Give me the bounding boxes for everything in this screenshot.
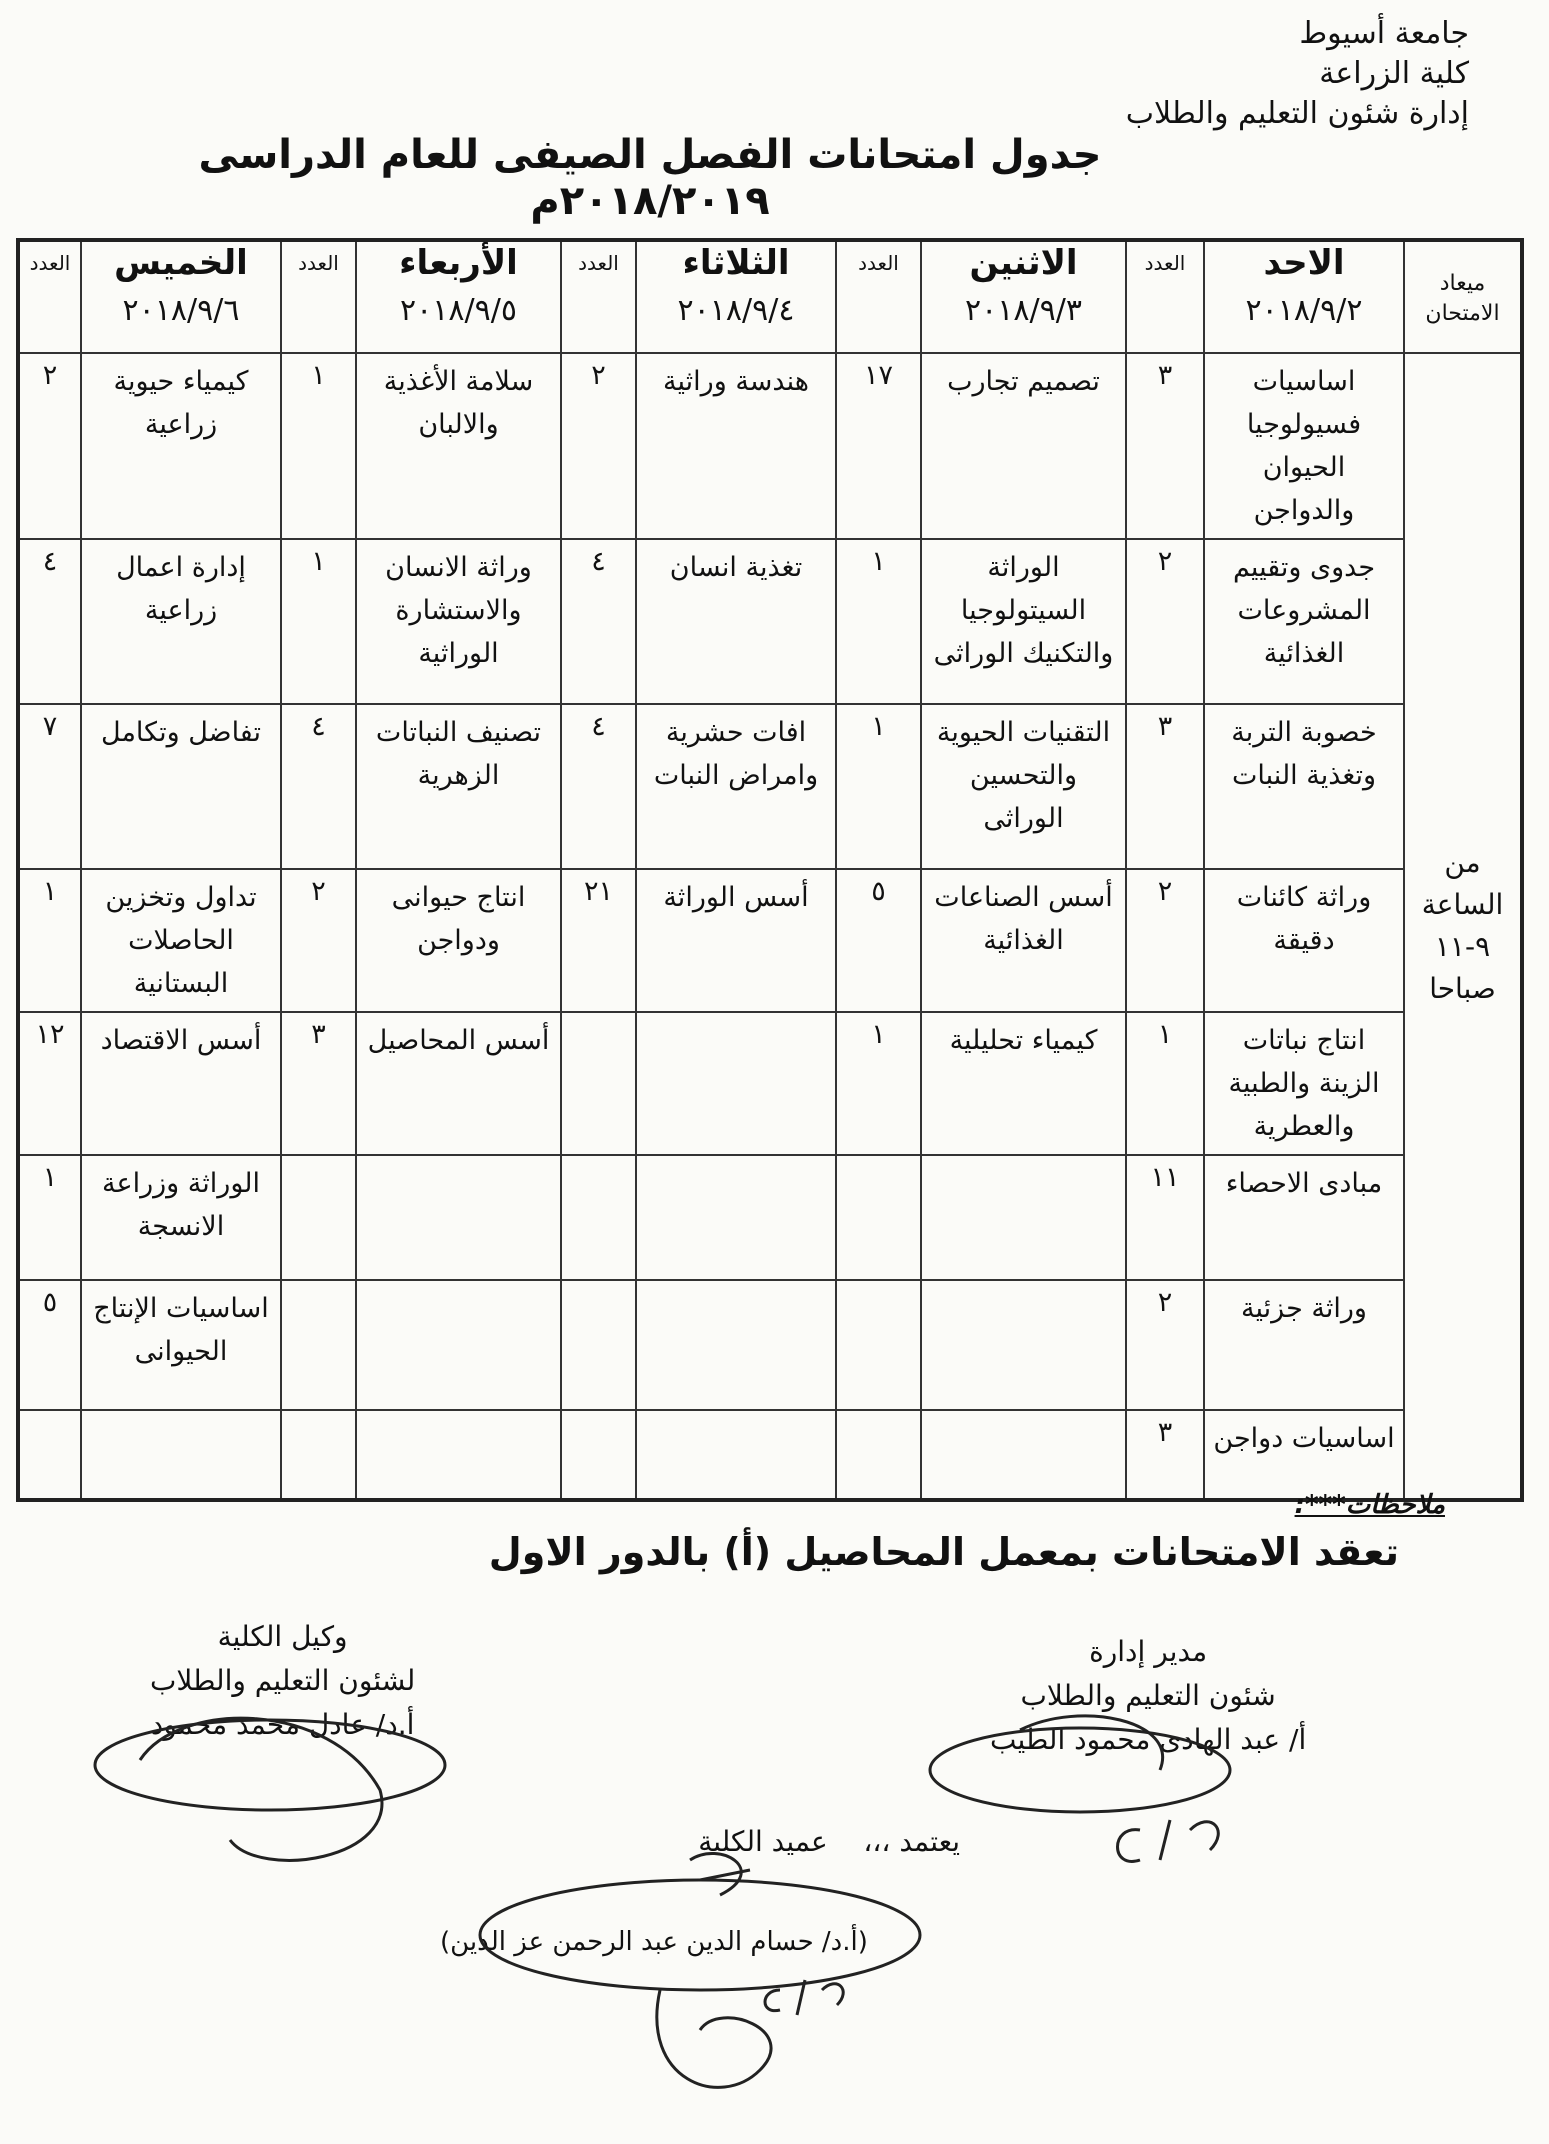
student-count-cell: ٢ [1126,869,1204,1012]
signature-initials-dean [690,1853,750,1895]
student-count-cell: ٢١ [561,869,636,1012]
subject-cell: وراثة جزئية [1204,1280,1404,1410]
page-title: جدول امتحانات الفصل الصيفى للعام الدراسى ٢٠١٨/٢٠١٩م [198,132,1102,224]
student-count-cell: ٥ [18,1280,81,1410]
student-count-cell: ١ [836,704,921,869]
subject-cell: اساسيات فسيولوجيا الحيوان والدواجن [1204,353,1404,539]
department-name: إدارة شئون التعليم والطلاب [1125,96,1469,131]
day-header: الخميس ٢٠١٨/٩/٦ [81,240,281,353]
student-count-cell: ١٢ [18,1012,81,1155]
count-header: العدد [18,240,81,353]
subject-cell: الوراثة وزراعة الانسجة [81,1155,281,1280]
university-name: جامعة أسيوط [1299,16,1469,51]
subject-cell: كيمياء حيوية زراعية [81,353,281,539]
signature-stroke-right [1020,1716,1163,1770]
student-count-cell: ٣ [1126,353,1204,539]
day-header: الاثنين ٢٠١٨/٩/٣ [921,240,1126,353]
subject-cell: أسس الوراثة [636,869,836,1012]
student-count-cell: ١٧ [836,353,921,539]
student-count-cell: ١ [836,1012,921,1155]
date-scribble-right [1118,1820,1219,1861]
student-count-cell: ٣ [1126,1410,1204,1500]
subject-cell: انتاج نباتات الزينة والطبية والعطرية [1204,1012,1404,1155]
student-count-cell: ٤ [281,704,356,869]
signature-loop-dean [480,1880,920,1990]
subject-cell: وراثة الانسان والاستشارة الوراثية [356,539,561,704]
student-count-cell: ٢ [18,353,81,539]
count-header: العدد [281,240,356,353]
student-count-cell: ٤ [18,539,81,704]
vice-dean-name: أ.د/ عادل محمد محمود [150,1708,415,1741]
student-count-cell: ٢ [1126,539,1204,704]
student-count-cell: ١ [18,1155,81,1280]
student-count-cell: ٤ [561,704,636,869]
subject-cell: أسس المحاصيل [356,1012,561,1155]
subject-cell: تفاضل وتكامل [81,704,281,869]
subject-cell: انتاج حيوانى ودواجن [356,869,561,1012]
subject-cell: تصنيف النباتات الزهرية [356,704,561,869]
student-count-cell: ٢ [561,353,636,539]
subject-cell: هندسة وراثية [636,353,836,539]
subject-cell: مبادى الاحصاء [1204,1155,1404,1280]
subject-cell: اساسيات دواجن [1204,1410,1404,1500]
signature-stroke-left [140,1718,382,1860]
vice-dean-role: وكيل الكلية [217,1620,348,1653]
day-header: الاحد ٢٠١٨/٩/٢ [1204,240,1404,353]
notes-text: تعقد الامتحانات بمعمل المحاصيل (أ) بالدور الاول [488,1530,1399,1574]
count-header: العدد [561,240,636,353]
subject-cell: جدوى وتقييم المشروعات الغذائية [1204,539,1404,704]
student-count-cell: ٧ [18,704,81,869]
subject-cell: سلامة الأغذية والالبان [356,353,561,539]
student-count-cell: ٣ [1126,704,1204,869]
subject-cell: تغذية انسان [636,539,836,704]
student-count-cell: ١ [281,539,356,704]
student-count-cell: ١ [836,539,921,704]
day-header: الأربعاء ٢٠١٨/٩/٥ [356,240,561,353]
subject-cell: خصوبة التربة وتغذية النبات [1204,704,1404,869]
director-name: أ/ عبد الهادى محمود الطيب [990,1723,1307,1756]
count-header: العدد [1126,240,1204,353]
count-header: العدد [836,240,921,353]
signature-loop-right [930,1728,1230,1812]
exam-time-slot: من الساعة ٩-١١ صباحا [1404,353,1522,1500]
appointment-header: ميعاد الامتحان [1404,240,1522,353]
director-role-detail: شئون التعليم والطلاب [1020,1679,1276,1712]
subject-cell: تداول وتخزين الحاصلات البستانية [81,869,281,1012]
day-header: الثلاثاء ٢٠١٨/٩/٤ [636,240,836,353]
subject-cell: إدارة اعمال زراعية [81,539,281,704]
approve-text: يعتمد ،،، [863,1825,960,1858]
vice-dean-role-detail: لشئون التعليم والطلاب [150,1664,416,1697]
student-count-cell: ١١ [1126,1155,1204,1280]
signature-stroke-dean [657,1990,771,2087]
faculty-name: كلية الزراعة [1319,56,1469,91]
subject-cell: وراثة كائنات دقيقة [1204,869,1404,1012]
subject-cell: أسس الاقتصاد [81,1012,281,1155]
subject-cell: الوراثة السيتولوجيا والتكنيك الوراثى [921,539,1126,704]
student-count-cell: ١ [1126,1012,1204,1155]
subject-cell: كيمياء تحليلية [921,1012,1126,1155]
student-count-cell: ٢ [1126,1280,1204,1410]
subject-cell: تصميم تجارب [921,353,1126,539]
student-count-cell: ١ [18,869,81,1012]
notes-label: ملاحظات***: [1294,1490,1445,1520]
subject-cell: التقنيات الحيوية والتحسين الوراثى [921,704,1126,869]
student-count-cell: ٥ [836,869,921,1012]
student-count-cell: ٢ [281,869,356,1012]
subject-cell: اساسيات الإنتاج الحيوانى [81,1280,281,1410]
subject-cell: أسس الصناعات الغذائية [921,869,1126,1012]
subject-cell: افات حشرية وامراض النبات [636,704,836,869]
dean-role: عميد الكلية [698,1825,828,1858]
student-count-cell: ٤ [561,539,636,704]
student-count-cell: ١ [281,353,356,539]
signature-loop-left [95,1720,445,1810]
dean-name: (أ.د/ حسام الدين عبد الرحمن عز الدين) [440,1927,868,1957]
student-count-cell: ٣ [281,1012,356,1155]
director-role: مدير إدارة [1089,1635,1208,1668]
